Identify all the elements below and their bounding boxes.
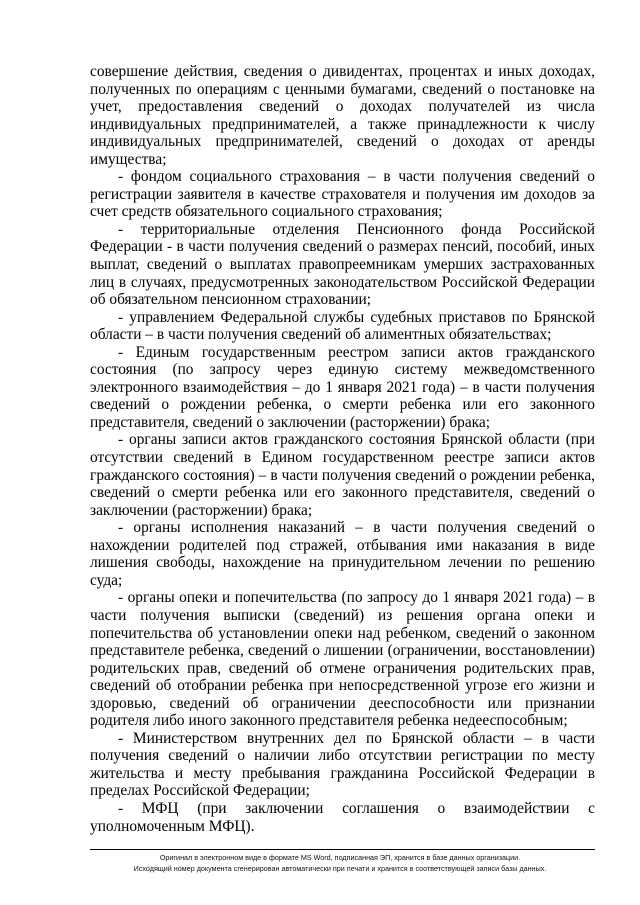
paragraph-mfc: - МФЦ (при заключении соглашения о взаимодействии с уполномоченным МФЦ).: [90, 799, 595, 835]
paragraph-civil-registry-regional: - органы записи актов гражданского состояния Брянской области (при отсутствии сведений в Едином государственном реестре записи актов гражданского состояния) – в части получения сведений о рождении ребенка, сведений о смерти ребенка или его законного представителя, сведений о заключении (расторжении) брака;: [90, 431, 595, 519]
paragraph-pension-fund: - территориальные отделения Пенсионного фонда Российской Федерации - в части получения сведений о размерах пенсий, пособий, иных выплат, сведений о выплатах правопреемникам умерших застрахованных лиц в случаях, предусмотренных законодательством Российской Федерации об обязательном пенсионном страховании;: [90, 220, 595, 309]
document-body: [90, 63, 595, 835]
paragraph-penal-authorities: - органы исполнения наказаний – в части получения сведений о нахождении родителей под стражей, отбывания ими наказания в виде лишения свободы, нахождение на принудительном лечении по решению суда;: [90, 519, 595, 589]
paragraph-interior-ministry: - Министерством внутренних дел по Брянской области – в части получения сведений о наличии либо отсутствии регистрации по месту жительства и месту пребывания гражданина Российской Федерации в пределах Российской Федерации;: [90, 729, 595, 800]
page-footer: [60, 852, 620, 874]
paragraph-guardianship-authorities: - органы опеки и попечительства (по запросу до 1 января 2021 года) – в части получения выписки (сведений) из решения органа опеки и попечительства об установлении опеки над ребенком, сведений о законном представителе ребенка, сведений о лишении (ограничении, восстановлении) родительских прав, сведений об отмене ограничения родительских прав, сведений об отобрании ребенка при непосредственной угрозе его жизни и здоровью, сведений об ограничении дееспособности или признании родителя либо иного законного представителя ребенка недееспособным;: [90, 589, 595, 730]
paragraph-bailiffs-service: - управлением Федеральной службы судебных приставов по Брянской области – в части получения сведений об алиментных обязательствах;: [90, 308, 595, 344]
footer-note-number: Исходящий номер документа сгенерирован автоматически при печати и хранится в соответствующей записи базы данных.: [133, 864, 547, 873]
footer-note-original: Оригинал в электронном виде в формате MS Word, подписанная ЭП, хранится в базе данных организации.: [159, 853, 521, 862]
footer-divider: [90, 849, 595, 850]
paragraph-civil-registry-unified: - Единым государственным реестром записи актов гражданского состояния (по запросу через единую систему межведомственного электронного взаимодействия – до 1 января 2021 года) – в части получения сведений о рождении ребенка, о смерти ребенка или его законного представителя, сведений о заключении (расторжении) брака;: [90, 343, 595, 431]
paragraph-tax-continuation: совершение действия, сведения о дивидентах, процентах и иных доходах, полученных по операциям с ценными бумагами, сведений о постановке на учет, предоставления сведений о доходах получателей из числа индивидуальных предпринимателей, а также принадлежности к числу индивидуальных предпринимателей, сведений о доходах от аренды имущества;: [90, 63, 595, 168]
paragraph-social-insurance-fund: - фондом социального страхования – в части получения сведений о регистрации заявителя в качестве страхователя и получения им доходов за счет средств обязательного социального страхования;: [90, 168, 595, 221]
